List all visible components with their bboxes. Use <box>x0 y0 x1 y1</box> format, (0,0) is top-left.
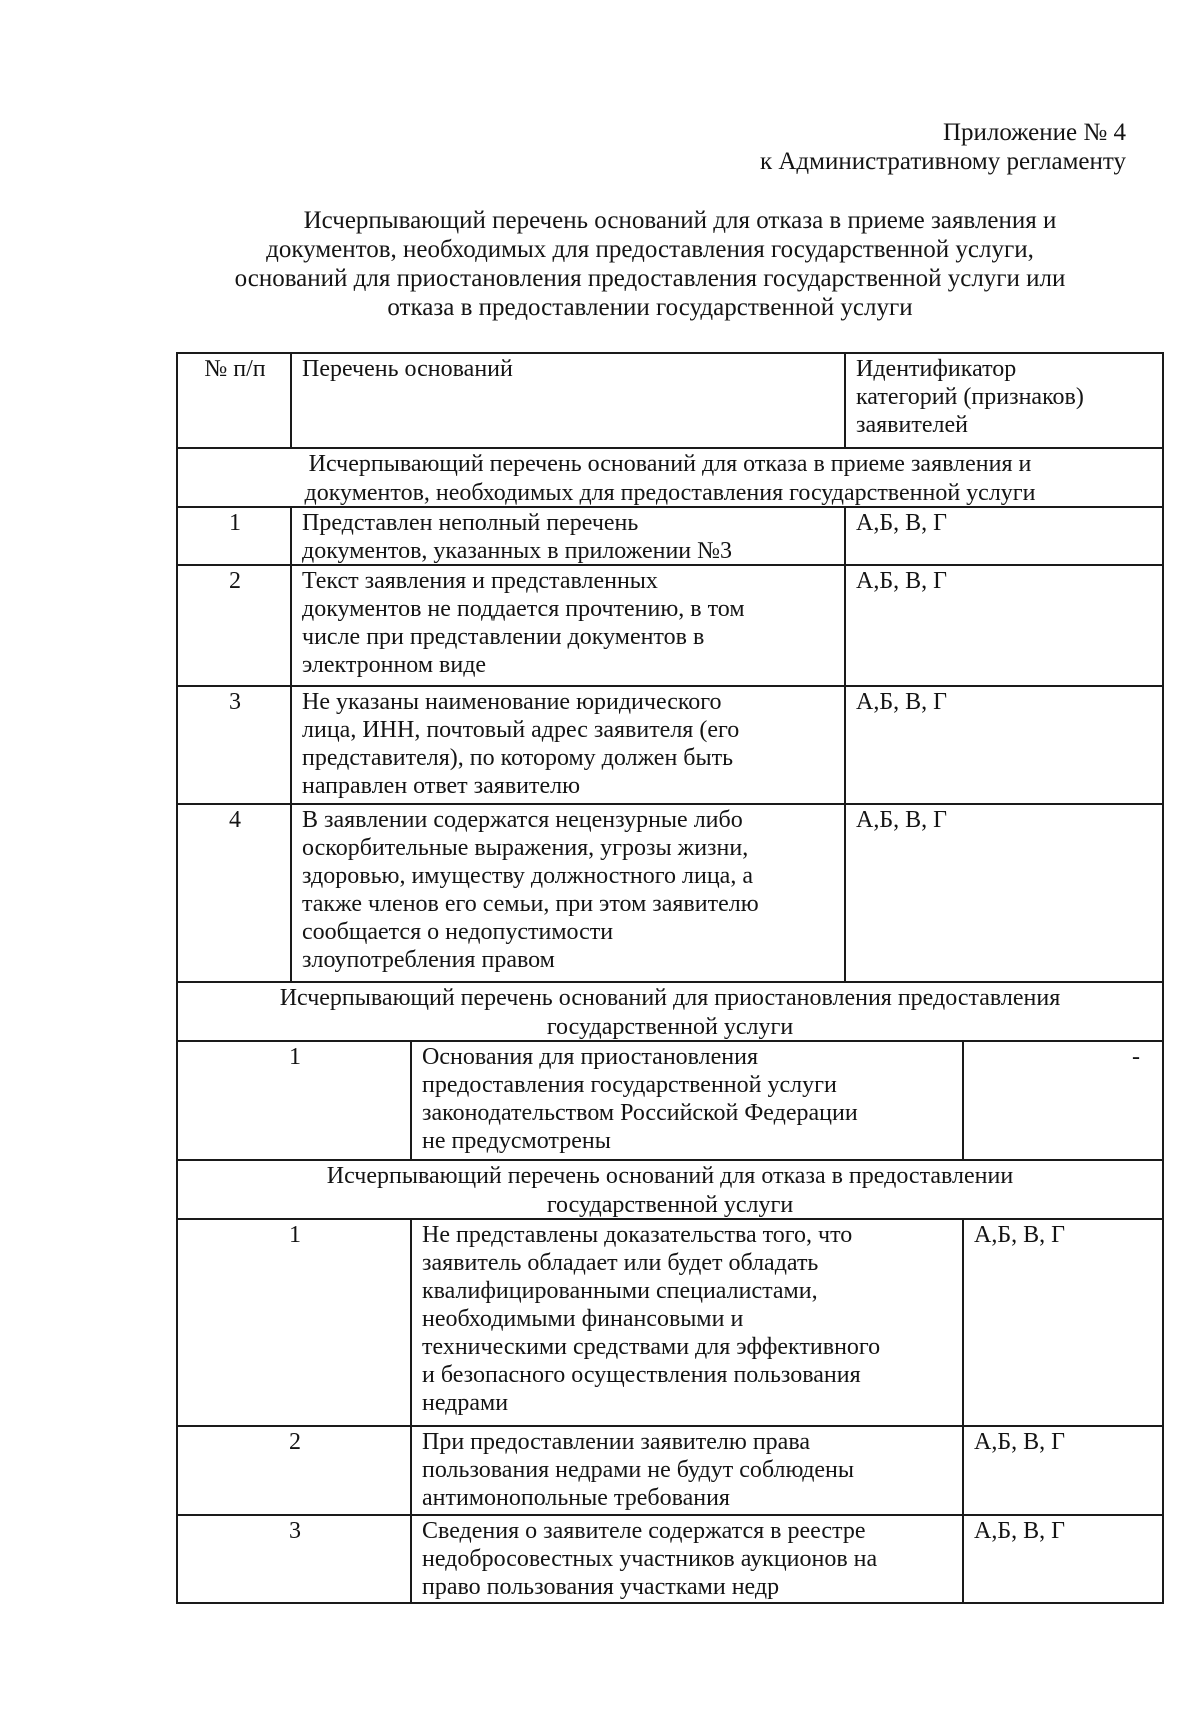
row-category: А,Б, В, Г <box>845 508 1162 565</box>
table-row <box>176 1514 1164 1604</box>
row-number: 2 <box>229 568 241 594</box>
row-grounds-line: документов не поддается прочтению, в том <box>302 596 745 622</box>
row-number: 3 <box>289 1518 301 1544</box>
table-row <box>176 685 1164 803</box>
table-row <box>176 1425 1164 1514</box>
row-grounds-line: также членов его семьи, при этом заявителю <box>302 891 759 917</box>
row-grounds-line: не предусмотрены <box>422 1128 611 1154</box>
header-category-word: категорий <box>856 384 958 410</box>
section-heading-line: документов, необходимых для предоставления государственной услуги <box>304 480 1036 506</box>
row-grounds-line: лица, ИНН, почтовый адрес заявителя (его <box>302 717 740 743</box>
row-number: 1 <box>229 510 241 536</box>
row-category: А,Б, В, Г <box>845 805 1162 981</box>
row-grounds-line: Текст заявления и представленных <box>302 568 658 594</box>
section-heading <box>178 983 1162 1042</box>
title-line: отказа в предоставлении государственной услуги <box>387 294 913 321</box>
row-category: А,Б, В, Г <box>963 1427 1162 1514</box>
row-grounds <box>291 805 845 981</box>
section-heading-line: Исчерпывающий перечень оснований для приостановления предоставления <box>279 985 1061 1011</box>
row-grounds <box>291 566 845 685</box>
document-title <box>160 206 1140 322</box>
row-grounds-line: Сведения о заявителе содержатся в реестре <box>422 1518 866 1544</box>
row-grounds-line: Не указаны наименование юридического <box>302 689 722 715</box>
row-grounds-line: направлен ответ заявителю <box>302 773 581 799</box>
row-category: А,Б, В, Г <box>845 687 1162 803</box>
row-grounds-line: При предоставлении заявителю права <box>422 1429 810 1455</box>
row-grounds-line: квалифицированными специалистами, <box>422 1278 818 1304</box>
row-grounds-line: необходимыми финансовыми и <box>422 1306 744 1332</box>
section-heading-line: государственной услуги <box>546 1192 794 1218</box>
table-row <box>176 1040 1164 1159</box>
row-grounds <box>411 1427 963 1514</box>
table-header-row <box>176 352 1164 447</box>
table-row <box>176 1218 1164 1425</box>
row-grounds-line: представителя), по которому должен быть <box>302 745 734 771</box>
row-grounds-line: недобросовестных участников аукционов на <box>422 1546 878 1572</box>
row-grounds-line: злоупотребления правом <box>302 947 555 973</box>
table-row <box>176 803 1164 981</box>
header-category <box>845 354 1162 447</box>
row-grounds <box>411 1042 963 1159</box>
row-grounds-line: оскорбительные выражения, угрозы жизни, <box>302 835 749 861</box>
row-category: А,Б, В, Г <box>963 1516 1162 1602</box>
section-heading-line: Исчерпывающий перечень оснований для отказа в приеме заявления и <box>308 451 1032 477</box>
row-number: 2 <box>289 1429 301 1455</box>
row-grounds-line: и безопасного осуществления пользования <box>422 1362 861 1388</box>
row-grounds-line: законодательством Российской Федерации <box>422 1100 858 1126</box>
header-category-line: Идентификатор <box>856 356 1017 382</box>
row-grounds <box>291 687 845 803</box>
section-heading <box>178 1161 1162 1220</box>
row-grounds-line: электронном виде <box>302 652 487 678</box>
row-grounds-line: числе при представлении документов в <box>302 624 705 650</box>
row-number: 3 <box>229 689 241 715</box>
row-category: А,Б, В, Г <box>845 566 1162 685</box>
title-line: документов, необходимых для предоставления государственной услуги, <box>266 236 1034 263</box>
appendix-header <box>760 118 1126 176</box>
row-grounds <box>291 508 845 565</box>
row-grounds-line: антимонопольные требования <box>422 1485 730 1511</box>
section-heading-row <box>176 981 1164 1040</box>
section-heading-row <box>176 1159 1164 1218</box>
row-grounds-line: В заявлении содержатся нецензурные либо <box>302 807 743 833</box>
header-grounds: Перечень оснований <box>291 354 845 447</box>
header-category-line: заявителей <box>856 412 968 438</box>
row-grounds-line: Не представлены доказательства того, что <box>422 1222 853 1248</box>
table-row <box>176 506 1164 564</box>
section-heading-row <box>176 447 1164 506</box>
header-category-word: (признаков) <box>963 384 1084 410</box>
row-grounds-line: здоровью, имуществу должностного лица, а <box>302 863 753 889</box>
row-grounds-line: Основания для приостановления <box>422 1044 759 1070</box>
row-grounds-line: техническими средствами для эффективного <box>422 1334 881 1360</box>
row-grounds-line: документов, указанных в приложении №3 <box>302 538 733 564</box>
row-number: 1 <box>289 1044 301 1070</box>
header-category-line <box>856 383 1154 411</box>
row-grounds-line: заявитель обладает или будет обладать <box>422 1250 819 1276</box>
row-grounds-line: право пользования участками недр <box>422 1574 780 1600</box>
section-heading <box>178 449 1162 508</box>
section-heading-line: государственной услуги <box>546 1014 794 1040</box>
appendix-reference: к Административному регламенту <box>759 148 1126 175</box>
row-grounds <box>411 1220 963 1425</box>
row-grounds-line: предоставления государственной услуги <box>422 1072 837 1098</box>
section-heading-line: Исчерпывающий перечень оснований для отказа в предоставлении <box>326 1163 1014 1189</box>
row-grounds <box>411 1516 963 1602</box>
header-number: № п/п <box>204 356 266 382</box>
row-number: 1 <box>289 1222 301 1248</box>
title-line: Исчерпывающий перечень оснований для отказа в приеме заявления и <box>303 207 1057 234</box>
table-row <box>176 564 1164 685</box>
row-grounds-line: недрами <box>422 1390 509 1416</box>
row-grounds-line: Представлен неполный перечень <box>302 510 639 536</box>
row-number: 4 <box>229 807 241 833</box>
row-grounds-line: пользования недрами не будут соблюдены <box>422 1457 855 1483</box>
row-category: А,Б, В, Г <box>963 1220 1162 1425</box>
appendix-number: Приложение № 4 <box>942 119 1126 146</box>
row-grounds-line: сообщается о недопустимости <box>302 919 614 945</box>
row-category: - <box>963 1042 1162 1159</box>
title-line: оснований для приостановления предоставления государственной услуги или <box>234 265 1066 292</box>
